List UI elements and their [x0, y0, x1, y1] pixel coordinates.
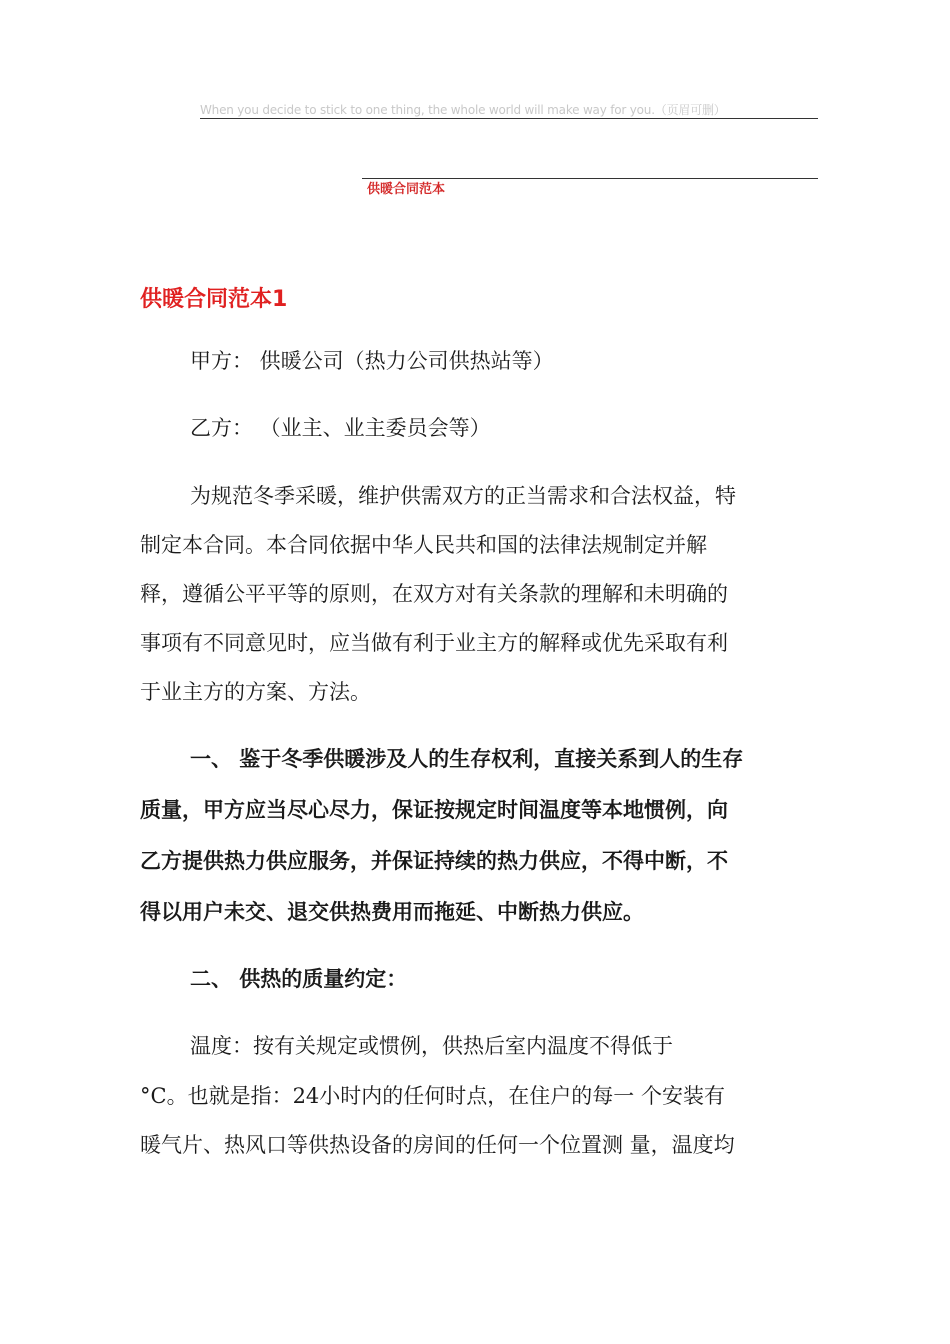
- temp-line-2: °C。也就是指：24小时内的任何时点，在住户的每一 个安装有: [140, 1084, 725, 1108]
- intro-line-1: 为规范冬季采暖，维护供需双方的正当需求和合法权益，特: [190, 484, 736, 508]
- document-title: 供暖合同范本1: [140, 287, 288, 312]
- clause1-line-2: 质量，甲方应当尽心尽力，保证按规定时间温度等本地惯例，向: [140, 798, 728, 822]
- clause1-line-1: 一、 鉴于冬季供暖涉及人的生存权利，直接关系到人的生存: [190, 747, 744, 771]
- clause1-line-3: 乙方提供热力供应服务，并保证持续的热力供应，不得中断，不: [140, 849, 728, 873]
- intro-line-3: 释，遵循公平平等的原则，在双方对有关条款的理解和未明确的: [140, 582, 728, 606]
- temp-line-1: 温度：按有关规定或惯例，供热后室内温度不得低于: [190, 1034, 673, 1058]
- temp-line-3: 暖气片、热风口等供热设备的房间的任何一个位置测 量，温度均: [140, 1133, 735, 1157]
- intro-line-2: 制定本合同。本合同依据中华人民共和国的法律法规制定并解: [140, 533, 707, 557]
- party-a-line: 甲方： 供暖公司（热力公司供热站等）: [190, 349, 554, 373]
- header-rule: [200, 118, 818, 119]
- clause1-line-4: 得以用户未交、退交供热费用而拖延、中断热力供应。: [140, 900, 644, 924]
- running-subtitle: 供暖合同范本: [367, 182, 446, 197]
- intro-line-5: 于业主方的方案、方法。: [140, 680, 371, 704]
- clause2-heading: 二、 供热的质量约定：: [190, 967, 408, 991]
- party-b-line: 乙方： （业主、业主委员会等）: [190, 416, 491, 440]
- page-header-text: When you decide to stick to one thing, the whole world will make way for you.（页眉可删）: [200, 103, 726, 117]
- intro-line-4: 事项有不同意见时，应当做有利于业主方的解释或优先采取有利: [140, 631, 728, 655]
